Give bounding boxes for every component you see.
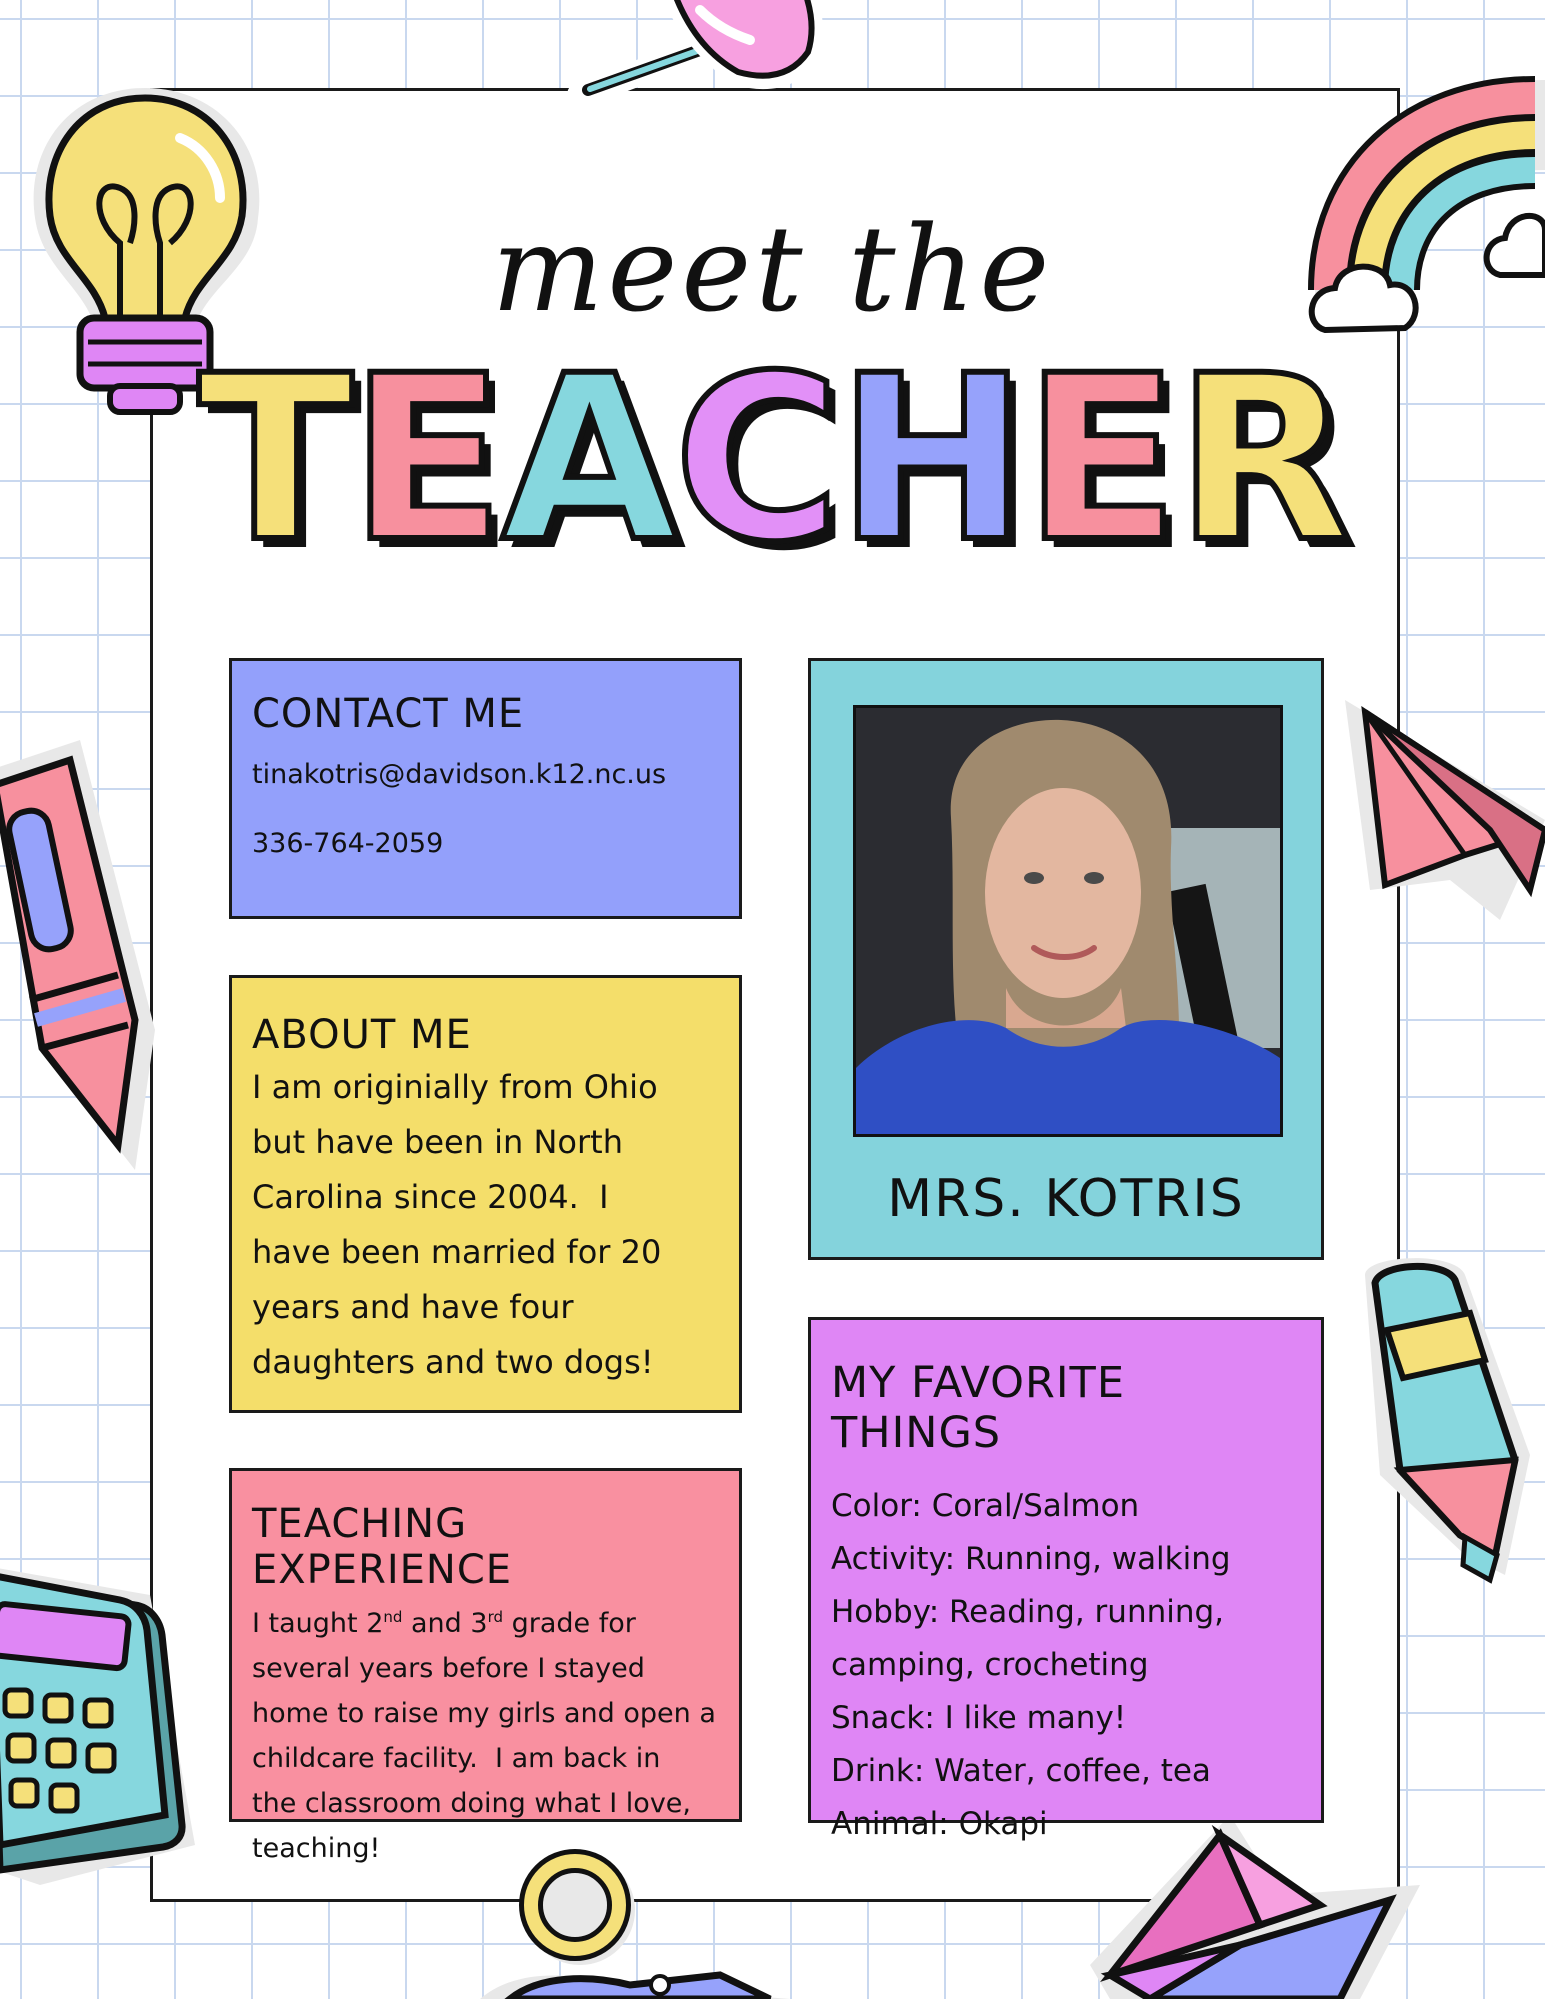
title-letter: E <box>1023 326 1176 592</box>
crayon-icon <box>0 730 170 1190</box>
pushpin-icon <box>560 0 940 120</box>
about-card <box>229 975 742 1413</box>
experience-line: I taught 2nd and 3rd grade for <box>252 1608 636 1639</box>
favorites-heading: MY FAVORITE THINGS <box>831 1358 1125 1458</box>
experience-text <box>252 1595 719 1871</box>
about-line: daughters and two dogs! <box>252 1343 654 1381</box>
contact-heading: CONTACT ME <box>252 691 525 737</box>
teacher-photo <box>853 705 1283 1137</box>
experience-line: childcare facility. I am back in <box>252 1743 661 1774</box>
experience-line: home to raise my girls and open a <box>252 1698 716 1729</box>
title-letter: R <box>1175 326 1348 592</box>
page-subtitle: meet the <box>491 200 1054 338</box>
about-text <box>252 1060 719 1390</box>
about-line: have been married for 20 <box>252 1233 662 1271</box>
experience-line: teaching! <box>252 1833 381 1864</box>
experience-line: the classroom doing what I love, <box>252 1788 691 1819</box>
contact-phone: 336-764-2059 <box>252 828 444 859</box>
favorites-card <box>808 1317 1324 1842</box>
title-letter: H <box>836 326 1024 592</box>
list-item: Drink: Water, coffee, tea <box>831 1753 1211 1789</box>
title-letter: E <box>349 326 502 592</box>
title-letter: C <box>673 326 837 592</box>
about-line: years and have four <box>252 1288 574 1326</box>
favorites-list <box>831 1480 1301 1851</box>
title-letter: T <box>197 326 350 592</box>
list-item: Snack: I like many! <box>831 1700 1127 1736</box>
experience-line: several years before I stayed <box>252 1653 645 1684</box>
page-title <box>0 326 1545 592</box>
highlighter-icon <box>1345 1255 1545 1595</box>
about-line: but have been in North <box>252 1123 623 1161</box>
experience-heading: TEACHING EXPERIENCE <box>252 1501 513 1593</box>
contact-card <box>229 658 742 919</box>
about-line: I am originially from Ohio <box>252 1068 658 1106</box>
title-letter: A <box>501 326 674 592</box>
about-heading: ABOUT ME <box>252 1012 472 1058</box>
experience-card <box>229 1468 742 1864</box>
calculator-icon <box>0 1545 200 1895</box>
list-item: Animal: Okapi <box>831 1806 1048 1842</box>
contact-email: tinakotris@davidson.k12.nc.us <box>252 759 667 790</box>
photo-card <box>808 658 1324 1260</box>
paper-plane-icon <box>1340 690 1545 940</box>
teacher-name: MRS. KOTRIS <box>887 1169 1245 1229</box>
list-item: Hobby: Reading, running, <box>831 1594 1225 1630</box>
list-item: camping, crocheting <box>831 1647 1149 1683</box>
list-item: Color: Coral/Salmon <box>831 1488 1140 1524</box>
list-item: Activity: Running, walking <box>831 1541 1231 1577</box>
about-line: Carolina since 2004. I <box>252 1178 609 1216</box>
